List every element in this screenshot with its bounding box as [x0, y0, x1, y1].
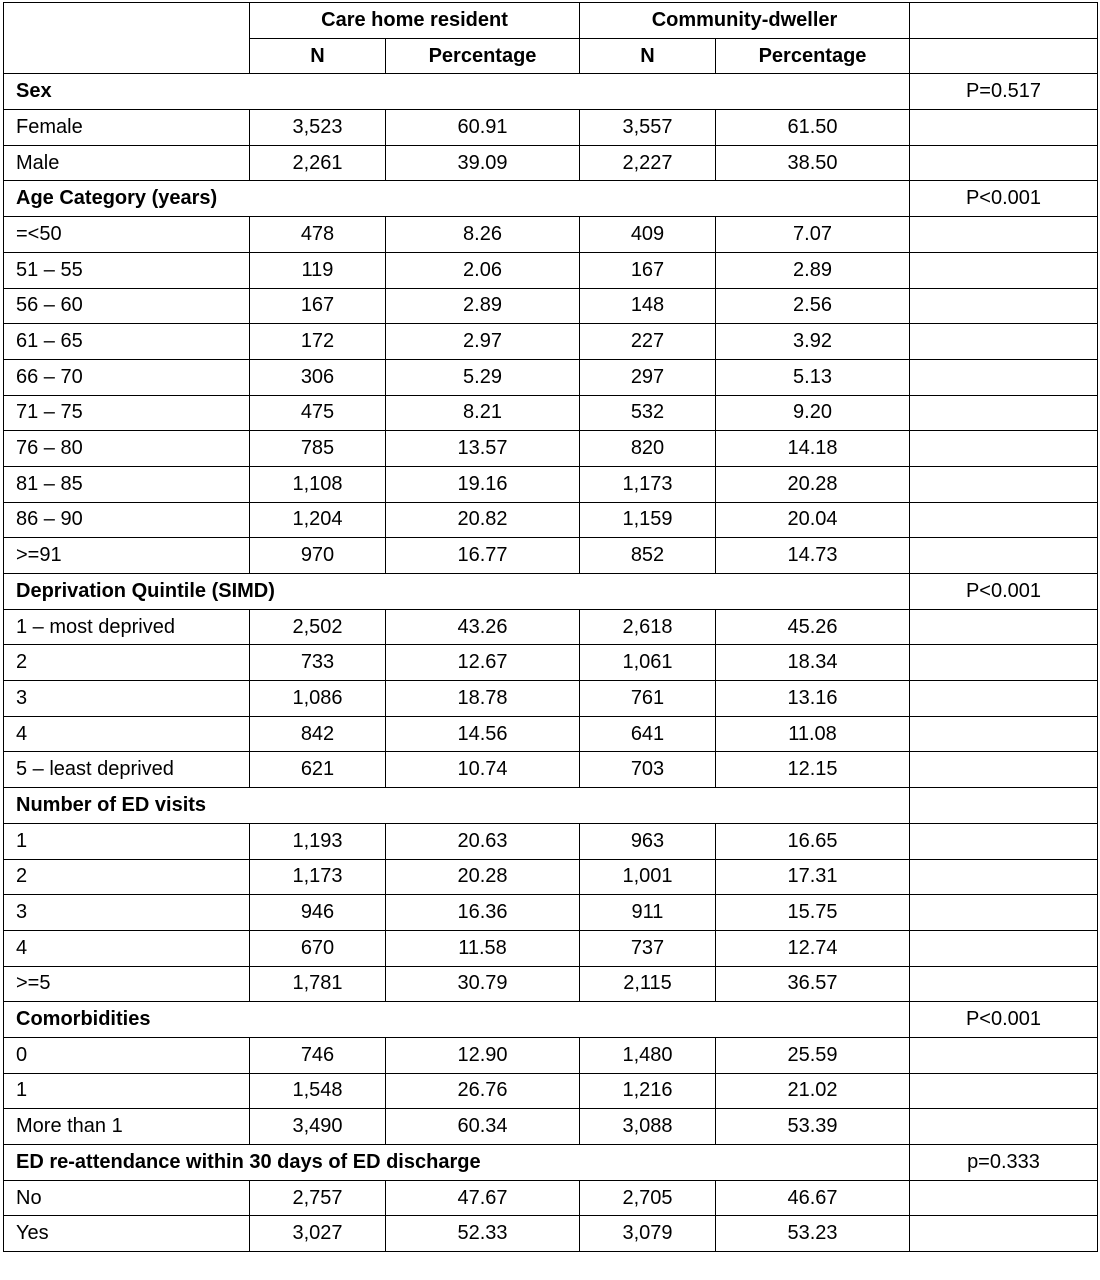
community-n-cell: 761 [580, 681, 716, 717]
table-row [4, 431, 1098, 467]
p-value-empty-cell [910, 431, 1098, 467]
care-home-n-cell: 119 [250, 252, 386, 288]
table-row [4, 895, 1098, 931]
care-home-percentage-cell: 20.63 [386, 823, 580, 859]
table-row [4, 324, 1098, 360]
community-percentage-cell: 46.67 [716, 1180, 910, 1216]
care-home-n-cell: 1,204 [250, 502, 386, 538]
table-row [4, 681, 1098, 717]
care-home-percentage-cell: 8.26 [386, 217, 580, 253]
p-value-empty-cell [910, 716, 1098, 752]
table-row [4, 609, 1098, 645]
row-label: 66 – 70 [4, 359, 250, 395]
care-home-n-cell: 167 [250, 288, 386, 324]
header-p-blank-cell [910, 3, 1098, 39]
community-percentage-cell: 2.56 [716, 288, 910, 324]
header-care-home-resident: Care home resident [250, 3, 580, 39]
care-home-percentage-cell: 8.21 [386, 395, 580, 431]
community-percentage-cell: 25.59 [716, 1037, 910, 1073]
community-percentage-cell: 7.07 [716, 217, 910, 253]
community-percentage-cell: 12.74 [716, 930, 910, 966]
care-home-percentage-cell: 2.06 [386, 252, 580, 288]
p-value-empty-cell [910, 895, 1098, 931]
care-home-n-cell: 1,548 [250, 1073, 386, 1109]
p-value-empty-cell [910, 145, 1098, 181]
header-row-groups [4, 3, 1098, 39]
row-label: 86 – 90 [4, 502, 250, 538]
header-care-home-n: N [250, 38, 386, 74]
community-n-cell: 1,159 [580, 502, 716, 538]
row-label: 2 [4, 645, 250, 681]
p-value-empty-cell [910, 966, 1098, 1002]
care-home-n-cell: 1,173 [250, 859, 386, 895]
care-home-n-cell: 621 [250, 752, 386, 788]
community-n-cell: 167 [580, 252, 716, 288]
community-n-cell: 3,557 [580, 110, 716, 146]
p-value: P<0.001 [910, 1002, 1098, 1038]
care-home-n-cell: 3,490 [250, 1109, 386, 1145]
table-row [4, 1037, 1098, 1073]
community-percentage-cell: 13.16 [716, 681, 910, 717]
community-n-cell: 297 [580, 359, 716, 395]
row-label: 5 – least deprived [4, 752, 250, 788]
row-label: 76 – 80 [4, 431, 250, 467]
row-label: 2 [4, 859, 250, 895]
community-percentage-cell: 14.18 [716, 431, 910, 467]
community-percentage-cell: 18.34 [716, 645, 910, 681]
row-label: Female [4, 110, 250, 146]
care-home-percentage-cell: 14.56 [386, 716, 580, 752]
p-value-empty-cell [910, 609, 1098, 645]
row-label: 4 [4, 930, 250, 966]
p-value-empty-cell [910, 217, 1098, 253]
care-home-percentage-cell: 52.33 [386, 1216, 580, 1252]
p-value-empty-cell [910, 538, 1098, 574]
p-value-empty-cell [910, 288, 1098, 324]
community-percentage-cell: 53.23 [716, 1216, 910, 1252]
p-value: P<0.001 [910, 181, 1098, 217]
p-value-empty-cell [910, 752, 1098, 788]
care-home-percentage-cell: 12.90 [386, 1037, 580, 1073]
care-home-percentage-cell: 47.67 [386, 1180, 580, 1216]
community-n-cell: 2,115 [580, 966, 716, 1002]
care-home-n-cell: 3,523 [250, 110, 386, 146]
community-n-cell: 703 [580, 752, 716, 788]
p-value-empty-cell [910, 1180, 1098, 1216]
care-home-n-cell: 970 [250, 538, 386, 574]
section-row [4, 574, 1098, 610]
p-value-empty-cell [910, 395, 1098, 431]
care-home-n-cell: 1,086 [250, 681, 386, 717]
care-home-percentage-cell: 13.57 [386, 431, 580, 467]
care-home-n-cell: 746 [250, 1037, 386, 1073]
community-n-cell: 1,061 [580, 645, 716, 681]
care-home-n-cell: 842 [250, 716, 386, 752]
table-row [4, 1180, 1098, 1216]
community-n-cell: 2,227 [580, 145, 716, 181]
care-home-n-cell: 2,502 [250, 609, 386, 645]
community-percentage-cell: 53.39 [716, 1109, 910, 1145]
p-value-empty-cell [910, 930, 1098, 966]
section-row [4, 1002, 1098, 1038]
table-row [4, 145, 1098, 181]
community-percentage-cell: 20.04 [716, 502, 910, 538]
p-value-empty-cell [910, 252, 1098, 288]
community-n-cell: 1,173 [580, 466, 716, 502]
table-row [4, 859, 1098, 895]
care-home-percentage-cell: 39.09 [386, 145, 580, 181]
header-blank-cell [4, 3, 250, 74]
care-home-percentage-cell: 11.58 [386, 930, 580, 966]
community-percentage-cell: 12.15 [716, 752, 910, 788]
care-home-n-cell: 1,193 [250, 823, 386, 859]
care-home-n-cell: 172 [250, 324, 386, 360]
care-home-percentage-cell: 60.34 [386, 1109, 580, 1145]
row-label: 71 – 75 [4, 395, 250, 431]
care-home-percentage-cell: 5.29 [386, 359, 580, 395]
row-label: >=91 [4, 538, 250, 574]
community-n-cell: 1,480 [580, 1037, 716, 1073]
row-label: 3 [4, 681, 250, 717]
p-value [910, 788, 1098, 824]
community-percentage-cell: 2.89 [716, 252, 910, 288]
table-row [4, 110, 1098, 146]
table-header [4, 3, 1098, 74]
care-home-percentage-cell: 60.91 [386, 110, 580, 146]
header-care-home-percentage: Percentage [386, 38, 580, 74]
care-home-n-cell: 2,757 [250, 1180, 386, 1216]
community-percentage-cell: 36.57 [716, 966, 910, 1002]
section-row [4, 788, 1098, 824]
table-row [4, 930, 1098, 966]
table-row [4, 466, 1098, 502]
care-home-percentage-cell: 12.67 [386, 645, 580, 681]
care-home-percentage-cell: 43.26 [386, 609, 580, 645]
header-community-dweller: Community-dweller [580, 3, 910, 39]
table-row [4, 966, 1098, 1002]
section-row [4, 181, 1098, 217]
care-home-percentage-cell: 26.76 [386, 1073, 580, 1109]
section-title: Age Category (years) [4, 181, 910, 217]
community-n-cell: 148 [580, 288, 716, 324]
care-home-n-cell: 475 [250, 395, 386, 431]
care-home-n-cell: 733 [250, 645, 386, 681]
section-title: Deprivation Quintile (SIMD) [4, 574, 910, 610]
care-home-percentage-cell: 19.16 [386, 466, 580, 502]
table-row [4, 716, 1098, 752]
community-n-cell: 820 [580, 431, 716, 467]
section-title: Sex [4, 74, 910, 110]
community-percentage-cell: 11.08 [716, 716, 910, 752]
p-value-empty-cell [910, 859, 1098, 895]
header-community-percentage: Percentage [716, 38, 910, 74]
section-title: ED re-attendance within 30 days of ED discharge [4, 1145, 910, 1181]
care-home-n-cell: 946 [250, 895, 386, 931]
care-home-percentage-cell: 20.28 [386, 859, 580, 895]
community-n-cell: 2,705 [580, 1180, 716, 1216]
care-home-n-cell: 306 [250, 359, 386, 395]
community-n-cell: 532 [580, 395, 716, 431]
section-title: Comorbidities [4, 1002, 910, 1038]
table-row [4, 1073, 1098, 1109]
care-home-percentage-cell: 30.79 [386, 966, 580, 1002]
row-label: No [4, 1180, 250, 1216]
p-value-empty-cell [910, 681, 1098, 717]
p-value-empty-cell [910, 1073, 1098, 1109]
header-community-n: N [580, 38, 716, 74]
community-percentage-cell: 15.75 [716, 895, 910, 931]
p-value-empty-cell [910, 1037, 1098, 1073]
table-row [4, 645, 1098, 681]
care-home-percentage-cell: 20.82 [386, 502, 580, 538]
row-label: 1 – most deprived [4, 609, 250, 645]
care-home-percentage-cell: 10.74 [386, 752, 580, 788]
row-label: 1 [4, 823, 250, 859]
table-row [4, 538, 1098, 574]
p-value-empty-cell [910, 359, 1098, 395]
community-n-cell: 227 [580, 324, 716, 360]
p-value: P=0.517 [910, 74, 1098, 110]
table-row [4, 502, 1098, 538]
row-label: Yes [4, 1216, 250, 1252]
community-n-cell: 963 [580, 823, 716, 859]
p-value-empty-cell [910, 466, 1098, 502]
p-value: P<0.001 [910, 574, 1098, 610]
row-label: 51 – 55 [4, 252, 250, 288]
community-percentage-cell: 21.02 [716, 1073, 910, 1109]
community-percentage-cell: 61.50 [716, 110, 910, 146]
p-value: p=0.333 [910, 1145, 1098, 1181]
community-percentage-cell: 17.31 [716, 859, 910, 895]
table-row [4, 252, 1098, 288]
community-n-cell: 737 [580, 930, 716, 966]
table-row [4, 823, 1098, 859]
row-label: 81 – 85 [4, 466, 250, 502]
care-home-n-cell: 3,027 [250, 1216, 386, 1252]
section-title: Number of ED visits [4, 788, 910, 824]
characteristics-table [3, 2, 1098, 1252]
row-label: 56 – 60 [4, 288, 250, 324]
community-percentage-cell: 14.73 [716, 538, 910, 574]
row-label: 1 [4, 1073, 250, 1109]
community-n-cell: 3,088 [580, 1109, 716, 1145]
care-home-percentage-cell: 16.77 [386, 538, 580, 574]
community-n-cell: 2,618 [580, 609, 716, 645]
table-row [4, 359, 1098, 395]
care-home-n-cell: 670 [250, 930, 386, 966]
table-row [4, 1109, 1098, 1145]
p-value-empty-cell [910, 324, 1098, 360]
table-row [4, 288, 1098, 324]
section-row [4, 74, 1098, 110]
table-row [4, 1216, 1098, 1252]
row-label: 61 – 65 [4, 324, 250, 360]
row-label: >=5 [4, 966, 250, 1002]
care-home-percentage-cell: 16.36 [386, 895, 580, 931]
row-label: 0 [4, 1037, 250, 1073]
care-home-percentage-cell: 18.78 [386, 681, 580, 717]
care-home-n-cell: 1,108 [250, 466, 386, 502]
p-value-empty-cell [910, 823, 1098, 859]
community-percentage-cell: 9.20 [716, 395, 910, 431]
table-row [4, 217, 1098, 253]
care-home-n-cell: 478 [250, 217, 386, 253]
row-label: Male [4, 145, 250, 181]
p-value-empty-cell [910, 1216, 1098, 1252]
community-percentage-cell: 3.92 [716, 324, 910, 360]
care-home-n-cell: 1,781 [250, 966, 386, 1002]
community-n-cell: 1,216 [580, 1073, 716, 1109]
table-body [4, 74, 1098, 1252]
table-row [4, 395, 1098, 431]
community-percentage-cell: 45.26 [716, 609, 910, 645]
community-percentage-cell: 5.13 [716, 359, 910, 395]
p-value-empty-cell [910, 502, 1098, 538]
care-home-n-cell: 2,261 [250, 145, 386, 181]
community-n-cell: 3,079 [580, 1216, 716, 1252]
row-label: More than 1 [4, 1109, 250, 1145]
care-home-percentage-cell: 2.97 [386, 324, 580, 360]
row-label: 4 [4, 716, 250, 752]
community-n-cell: 911 [580, 895, 716, 931]
community-n-cell: 1,001 [580, 859, 716, 895]
row-label: =<50 [4, 217, 250, 253]
row-label: 3 [4, 895, 250, 931]
section-row [4, 1145, 1098, 1181]
community-n-cell: 852 [580, 538, 716, 574]
p-value-empty-cell [910, 1109, 1098, 1145]
p-value-empty-cell [910, 110, 1098, 146]
community-percentage-cell: 38.50 [716, 145, 910, 181]
header-p-blank-cell-2 [910, 38, 1098, 74]
community-n-cell: 641 [580, 716, 716, 752]
p-value-empty-cell [910, 645, 1098, 681]
community-percentage-cell: 16.65 [716, 823, 910, 859]
community-percentage-cell: 20.28 [716, 466, 910, 502]
care-home-n-cell: 785 [250, 431, 386, 467]
community-n-cell: 409 [580, 217, 716, 253]
care-home-percentage-cell: 2.89 [386, 288, 580, 324]
table-row [4, 752, 1098, 788]
